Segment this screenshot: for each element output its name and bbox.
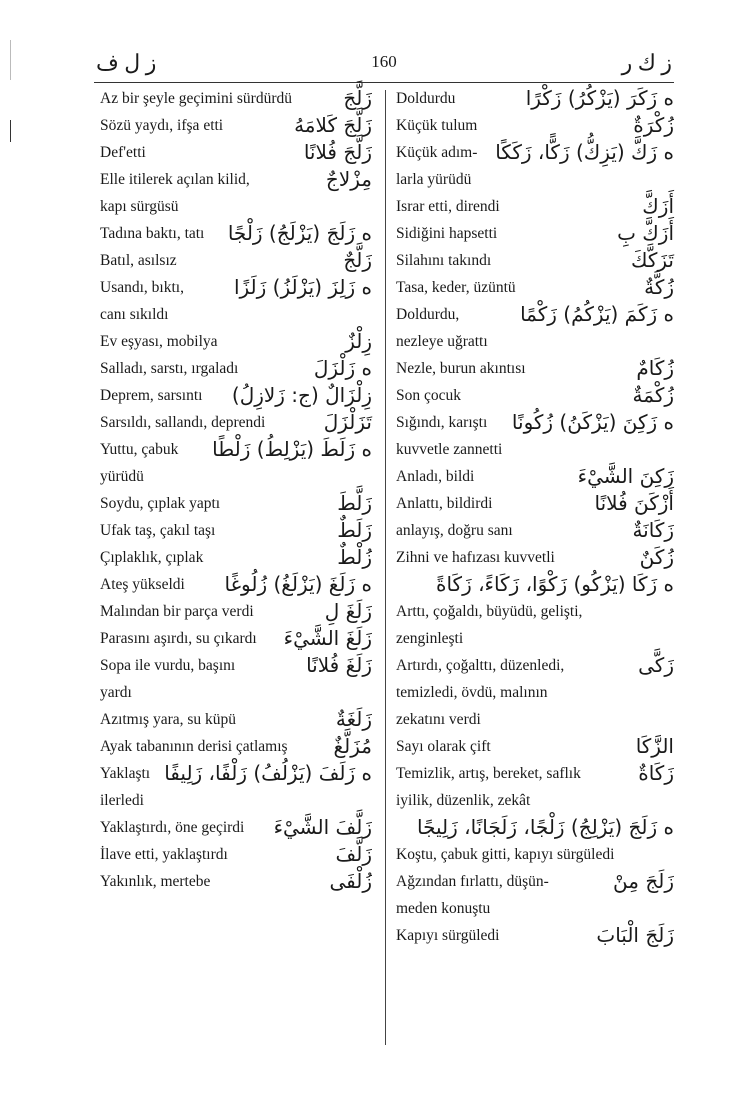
entry-line xyxy=(396,815,674,842)
arabic-headword: ه زَكَّ (يَزِكُّ) زَكًّا، زَكَكًا xyxy=(495,140,674,164)
entry-line xyxy=(396,707,674,734)
entry-line xyxy=(396,464,674,491)
left-column xyxy=(100,86,372,896)
turkish-definition: kuvvetle zannetti xyxy=(396,441,503,458)
entry-line xyxy=(396,113,674,140)
turkish-definition: zekatını verdi xyxy=(396,711,481,728)
entry-line xyxy=(396,734,674,761)
entry-line xyxy=(100,653,372,680)
entry-line xyxy=(100,815,372,842)
arabic-headword: زَكَانَةٌ xyxy=(632,518,674,542)
entry-line xyxy=(100,383,372,410)
turkish-definition: Sayı olarak çift xyxy=(396,738,491,755)
entry-line xyxy=(100,572,372,599)
turkish-definition: Az bir şeyle geçimini sürdürdü xyxy=(100,90,292,107)
entry-line xyxy=(396,869,674,896)
turkish-definition: Silahını takındı xyxy=(396,252,492,269)
turkish-definition: Tasa, keder, üzüntü xyxy=(396,279,516,296)
header-right-letters: ز ك ر xyxy=(621,50,672,75)
turkish-definition: Usandı, bıktı, xyxy=(100,279,184,296)
turkish-definition: Temizlik, artış, bereket, saflık xyxy=(396,765,581,782)
entry-line xyxy=(396,896,674,923)
arabic-headword: زُكَّةٌ xyxy=(644,275,674,299)
entry-line xyxy=(100,194,372,221)
entry-line xyxy=(396,275,674,302)
entry-line xyxy=(100,545,372,572)
entry-line xyxy=(396,491,674,518)
entry-line xyxy=(100,167,372,194)
turkish-definition: iyilik, düzenlik, zekât xyxy=(396,792,531,809)
entry-line xyxy=(100,869,372,896)
turkish-definition: Anladı, bildi xyxy=(396,468,475,485)
turkish-definition: anlayış, doğru sanı xyxy=(396,522,513,539)
entry-line xyxy=(100,248,372,275)
turkish-definition: Doldurdu, xyxy=(396,306,460,323)
turkish-definition: Yuttu, çabuk xyxy=(100,441,179,458)
turkish-definition: Tadına baktı, tatı xyxy=(100,225,205,242)
entry-line xyxy=(100,113,372,140)
arabic-headword: زُكْرَةٌ xyxy=(633,113,674,137)
arabic-headword: زَلَغَ الشَّيْءَ xyxy=(283,626,372,650)
arabic-headword: أَزْكَنَ فُلانًا xyxy=(594,491,674,515)
arabic-headword: زَلَّفَ xyxy=(335,842,372,866)
entry-line xyxy=(100,329,372,356)
arabic-headword: ه زَكَرَ (يَزْكُرُ) زَكْرًا xyxy=(525,86,674,110)
turkish-definition: Ağzından fırlattı, düşün- xyxy=(396,873,549,890)
entry-line xyxy=(100,302,372,329)
turkish-definition: Parasını aşırdı, su çıkardı xyxy=(100,630,257,647)
entry-line xyxy=(396,788,674,815)
arabic-headword: زَلَغَةٌ xyxy=(335,707,372,731)
turkish-definition: Elle itilerek açılan kilid, xyxy=(100,171,250,188)
arabic-headword: زَلَّجَ كَلامَهُ xyxy=(294,113,372,137)
entry-line xyxy=(396,518,674,545)
arabic-headword: تَزَلْزَلَ xyxy=(323,410,372,434)
arabic-headword: زُكَامٌ xyxy=(636,356,674,380)
page-header xyxy=(96,50,672,80)
entry-line xyxy=(396,167,674,194)
arabic-headword: ه زَكِنَ (يَزْكَنُ) زُكُونًا xyxy=(511,410,674,434)
turkish-definition: larla yürüdü xyxy=(396,171,472,188)
entry-line xyxy=(396,329,674,356)
turkish-definition: Koştu, çabuk gitti, kapıyı sürgüledi xyxy=(396,846,615,863)
right-column xyxy=(396,86,674,950)
arabic-headword: الزَّكَا xyxy=(635,734,674,758)
margin-mark xyxy=(10,40,11,80)
arabic-headword: مُزَلَّغٌ xyxy=(333,734,372,758)
header-rule xyxy=(94,82,674,83)
entry-line xyxy=(100,761,372,788)
arabic-headword: زَلَّجَ xyxy=(343,86,372,110)
turkish-definition: kapı sürgüsü xyxy=(100,198,179,215)
arabic-headword: ه زَلَطَ (يَزْلِطُ) زَلْطًا xyxy=(212,437,372,461)
entry-line xyxy=(396,248,674,275)
turkish-definition: Ufak taş, çakıl taşı xyxy=(100,522,216,539)
arabic-headword: تَزَكَّكَ xyxy=(631,248,674,272)
entry-line xyxy=(396,410,674,437)
page-number: 160 xyxy=(371,52,397,71)
entry-line xyxy=(396,140,674,167)
turkish-definition: Küçük tulum xyxy=(396,117,478,134)
arabic-headword: ه زَلَجَ (يَزْلَجُ) زَلْجًا xyxy=(227,221,372,245)
turkish-definition: Yaklaştı xyxy=(100,765,151,782)
turkish-definition: Ateş yükseldi xyxy=(100,576,185,593)
turkish-definition: Son çocuk xyxy=(396,387,462,404)
turkish-definition: Ev eşyası, mobilya xyxy=(100,333,218,350)
entry-line xyxy=(100,734,372,761)
turkish-definition: Arttı, çoğaldı, büyüdü, gelişti, xyxy=(396,603,583,620)
entry-line xyxy=(100,410,372,437)
turkish-definition: meden konuştu xyxy=(396,900,491,917)
arabic-headword: مِزْلاجٌ xyxy=(325,167,372,191)
turkish-definition: Batıl, asılsız xyxy=(100,252,177,269)
turkish-definition: Zihni ve hafızası kuvvetli xyxy=(396,549,555,566)
turkish-definition: Sığındı, karıştı xyxy=(396,414,488,431)
turkish-definition: Küçük adım- xyxy=(396,144,478,161)
entry-line xyxy=(100,707,372,734)
arabic-headword: زَلَغَ لِ xyxy=(324,599,372,623)
header-left-letters: ز ل ف xyxy=(96,50,157,75)
arabic-headword: زَلَّجٌ xyxy=(343,248,372,272)
entry-line xyxy=(100,518,372,545)
arabic-headword: زَكَاةٌ xyxy=(638,761,674,785)
column-divider xyxy=(385,90,386,1045)
arabic-headword: ه زَلَفَ (يَزْلُفُ) زَلْفًا، زَلِيفًا xyxy=(164,761,372,785)
turkish-definition: temizledi, övdü, malının xyxy=(396,684,548,701)
arabic-headword: زَلَّفَ الشَّيْءَ xyxy=(273,815,372,839)
turkish-definition: Def'etti xyxy=(100,144,146,161)
entry-line xyxy=(100,86,372,113)
arabic-headword: زُكْمَةٌ xyxy=(632,383,674,407)
turkish-definition: Deprem, sarsıntı xyxy=(100,387,203,404)
entry-line xyxy=(100,599,372,626)
entry-line xyxy=(396,221,674,248)
turkish-definition: Azıtmış yara, su küpü xyxy=(100,711,237,728)
arabic-headword: زُلْطٌ xyxy=(337,545,372,569)
turkish-definition: Sarsıldı, sallandı, deprendi xyxy=(100,414,266,431)
entry-line xyxy=(100,491,372,518)
entry-line xyxy=(396,383,674,410)
arabic-headword: زِلْزَالٌ (ج: زَلازِلُ) xyxy=(231,383,372,407)
turkish-definition: canı sıkıldı xyxy=(100,306,169,323)
arabic-headword: زَلَطٌ xyxy=(337,518,372,542)
entry-line xyxy=(100,275,372,302)
arabic-headword: زَكِنَ الشَّيْءَ xyxy=(577,464,674,488)
entry-line xyxy=(396,842,674,869)
turkish-definition: Sözü yaydı, ifşa etti xyxy=(100,117,224,134)
entry-line xyxy=(396,356,674,383)
arabic-headword: ه زَلَغَ (يَزْلَغُ) زُلُوغًا xyxy=(224,572,372,596)
arabic-headword: أَزَكَّ xyxy=(642,194,674,218)
entry-line xyxy=(396,680,674,707)
entry-line xyxy=(100,464,372,491)
arabic-headword: زَلَجَ الْبَابَ xyxy=(596,923,674,947)
entry-line xyxy=(100,680,372,707)
entry-line xyxy=(100,356,372,383)
arabic-headword: زَلَّجَ فُلانًا xyxy=(303,140,372,164)
turkish-definition: yürüdü xyxy=(100,468,144,485)
entry-line xyxy=(100,626,372,653)
arabic-headword: زَكَّى xyxy=(638,653,674,677)
arabic-headword: ه زَكَمَ (يَزْكُمُ) زَكْمًا xyxy=(520,302,674,326)
turkish-definition: Ayak tabanının derisi çatlamış xyxy=(100,738,288,755)
turkish-definition: Sopa ile vurdu, başını xyxy=(100,657,236,674)
entry-line xyxy=(396,86,674,113)
turkish-definition: Çıplaklık, çıplak xyxy=(100,549,204,566)
turkish-definition: Salladı, sarstı, ırgaladı xyxy=(100,360,239,377)
arabic-headword: زِلْزٌ xyxy=(345,329,372,353)
entry-line xyxy=(100,437,372,464)
turkish-definition: Doldurdu xyxy=(396,90,456,107)
arabic-headword: ه زَلْزَلَ xyxy=(313,356,372,380)
entry-line xyxy=(396,626,674,653)
arabic-headword: ه زَلَجَ (يَزْلِجُ) زَلْجًا، زَلَجَانًا، زَلِيجًا xyxy=(416,815,674,839)
turkish-definition: nezleye uğrattı xyxy=(396,333,488,350)
arabic-headword: ه زَكَا (يَزْكُو) زَكْوًا، زَكَاءً، زَكَاةً xyxy=(435,572,674,596)
arabic-headword: زَلَّطَ xyxy=(337,491,372,515)
entry-line xyxy=(396,194,674,221)
turkish-definition: Malından bir parça verdi xyxy=(100,603,254,620)
turkish-definition: Soydu, çıplak yaptı xyxy=(100,495,221,512)
entry-line xyxy=(396,923,674,950)
turkish-definition: Israr etti, direndi xyxy=(396,198,500,215)
entry-line xyxy=(100,221,372,248)
turkish-definition: Yakınlık, mertebe xyxy=(100,873,211,890)
entry-line xyxy=(396,545,674,572)
turkish-definition: zenginleşti xyxy=(396,630,464,647)
turkish-definition: ilerledi xyxy=(100,792,144,809)
arabic-headword: زَلَغَ فُلانًا xyxy=(306,653,372,677)
entry-line xyxy=(396,572,674,599)
turkish-definition: yardı xyxy=(100,684,132,701)
entry-line xyxy=(396,599,674,626)
entry-line xyxy=(100,788,372,815)
arabic-headword: زَلَجَ مِنْ xyxy=(613,869,674,893)
margin-mark xyxy=(10,120,11,142)
turkish-definition: Nezle, burun akıntısı xyxy=(396,360,526,377)
arabic-headword: أَزَكَّ بِ xyxy=(617,221,674,245)
entry-line xyxy=(396,302,674,329)
arabic-headword: زُلْفَى xyxy=(329,869,372,893)
arabic-headword: ه زَلِزَ (يَزْلَزُ) زَلَزًا xyxy=(233,275,372,299)
turkish-definition: Anlattı, bildirdi xyxy=(396,495,493,512)
turkish-definition: Artırdı, çoğalttı, düzenledi, xyxy=(396,657,565,674)
entry-line xyxy=(396,761,674,788)
entry-line xyxy=(100,842,372,869)
entry-line xyxy=(396,437,674,464)
entry-line xyxy=(396,653,674,680)
entry-line xyxy=(100,140,372,167)
turkish-definition: Sidiğini hapsetti xyxy=(396,225,498,242)
turkish-definition: Kapıyı sürgüledi xyxy=(396,927,500,944)
arabic-headword: زُكَنٌ xyxy=(639,545,674,569)
turkish-definition: Yaklaştırdı, öne geçirdi xyxy=(100,819,245,836)
turkish-definition: İlave etti, yaklaştırdı xyxy=(100,846,228,863)
